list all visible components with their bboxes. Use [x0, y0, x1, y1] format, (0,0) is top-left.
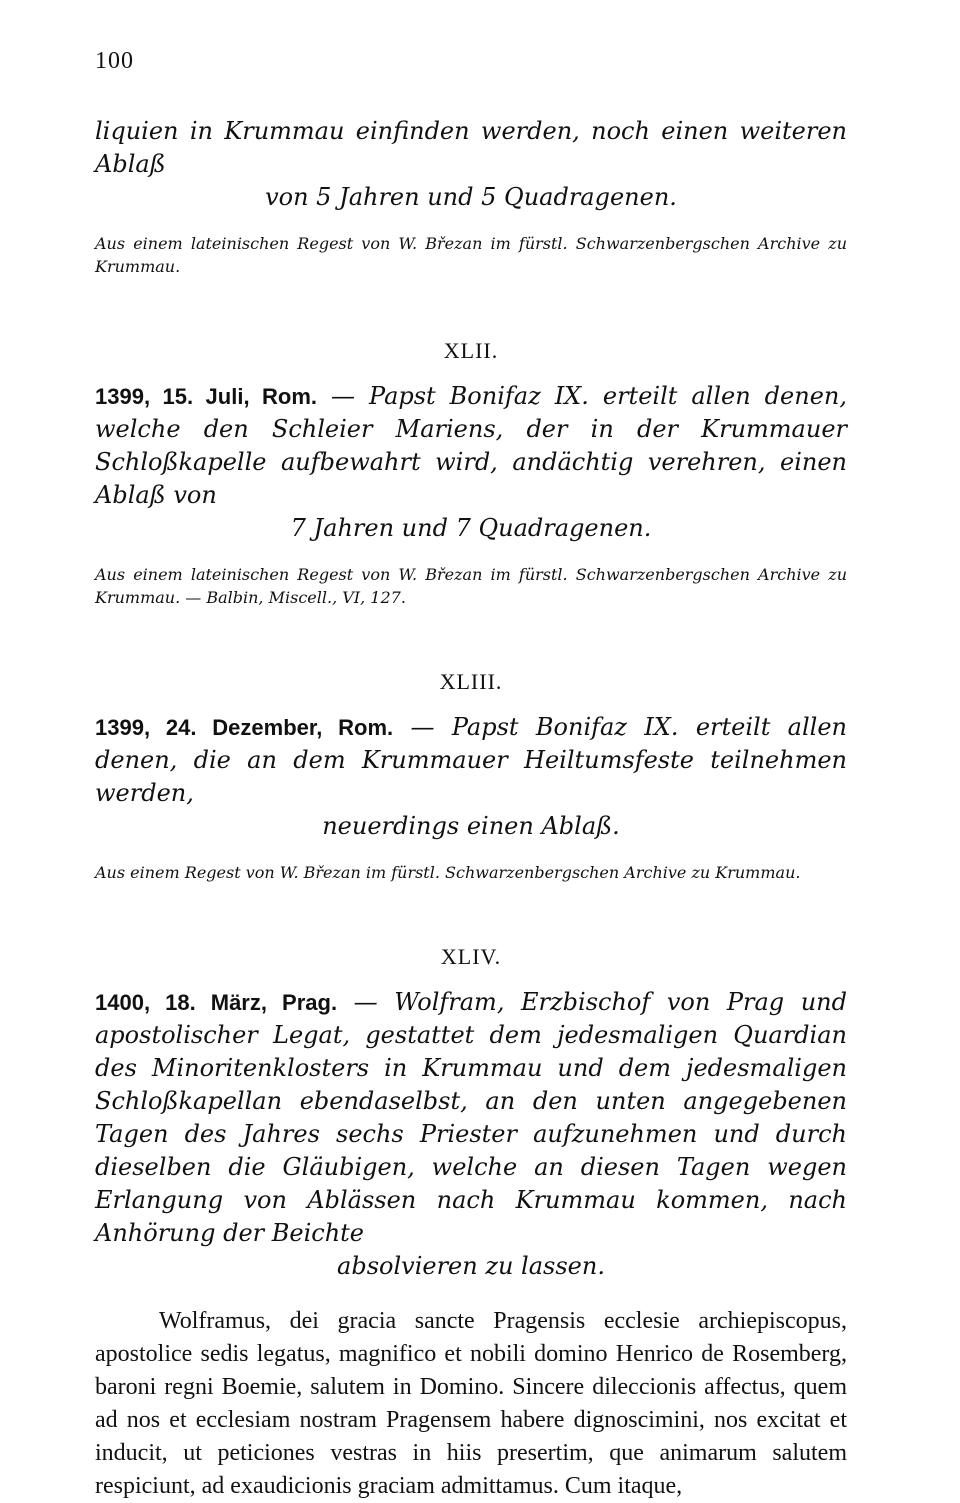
section-date-xliv: 1400, 18. März, Prag. [95, 990, 338, 1015]
section-numeral-xliii: XLIII. [439, 669, 503, 694]
section-date-xliii: 1399, 24. Dezember, Rom. [95, 715, 394, 740]
section-last-line-xliii: neuerdings einen Ablaß. [322, 812, 620, 840]
section-source-xliii: Aus einem Regest von W. Březan im fürstl. Schwarzenbergschen Archive zu Krummau. [95, 863, 801, 882]
intro-source-note: Aus einem lateinischen Regest von W. Březan im fürstl. Schwarzenbergschen Archive zu Krummau. [95, 234, 847, 276]
document-page [95, 48, 847, 1503]
section-last-line-xlii: 7 Jahren und 7 Quadragenen. [290, 514, 652, 542]
section-regest-xliv [95, 986, 847, 1283]
intro-text [95, 115, 847, 214]
section-regest-xliii [95, 711, 847, 843]
section-numeral-xliv: XLIV. [440, 944, 502, 969]
section-last-line-xliv: absolvieren zu lassen. [337, 1252, 605, 1280]
intro-line-centered: von 5 Jahren und 5 Quadragenen. [265, 183, 677, 211]
section-regest-xlii [95, 380, 847, 545]
intro-line: liquien in Krummau einfinden werden, noch einen weiteren Ablaß [95, 117, 847, 178]
section-text-xlii: — Papst Bonifaz IX. erteilt allen denen, welche den Schleier Mariens, der in der Krummauer Schloßkapelle aufbewahrt wird, andächtig verehren, einen Ablaß von [95, 382, 847, 509]
section-source-xlii: Aus einem lateinischen Regest von W. Březan im fürstl. Schwarzenbergschen Archive zu Krummau. — Balbin, Miscell., VI, 127. [95, 565, 847, 607]
latin-charter-text: Wolframus, dei gracia sancte Pragensis ecclesie archiepiscopus, apostolice sedis legatus, magnifico et nobili domino Henrico de Rosemberg, baroni regni Boemie, salutem in Domino. Sincere dileccionis affectus, quem ad nos et ecclesiam nostram Pragensem habere dignoscimini, nos excitat et inducit, ut peticiones vestras in hiis presertim, que animarum salutem respiciunt, ad exaudicionis graciam admittamus. Cum itaque, [95, 1308, 847, 1499]
section-numeral-xlii: XLII. [443, 338, 499, 363]
section-text-xliv: — Wolfram, Erzbischof von Prag und apostolischer Legat, gestattet dem jedesmaligen Quardian des Minoritenklosters in Krummau und dem jedesmaligen Schloßkapellan ebendaselbst, an den unten angegebenen Tagen des Jahres sechs Priester aufzunehmen und durch dieselben die Gläubigen, welche an diesen Tagen wegen Erlangung von Ablässen nach Krummau kommen, nach Anhörung der Beichte [95, 988, 847, 1247]
section-date-xlii: 1399, 15. Juli, Rom. [95, 384, 318, 409]
section-text-xliii: — Papst Bonifaz IX. erteilt allen denen, die an dem Krummauer Heiltumsfeste teilnehmen werden, [95, 713, 848, 807]
page-number: 100 [95, 48, 134, 74]
